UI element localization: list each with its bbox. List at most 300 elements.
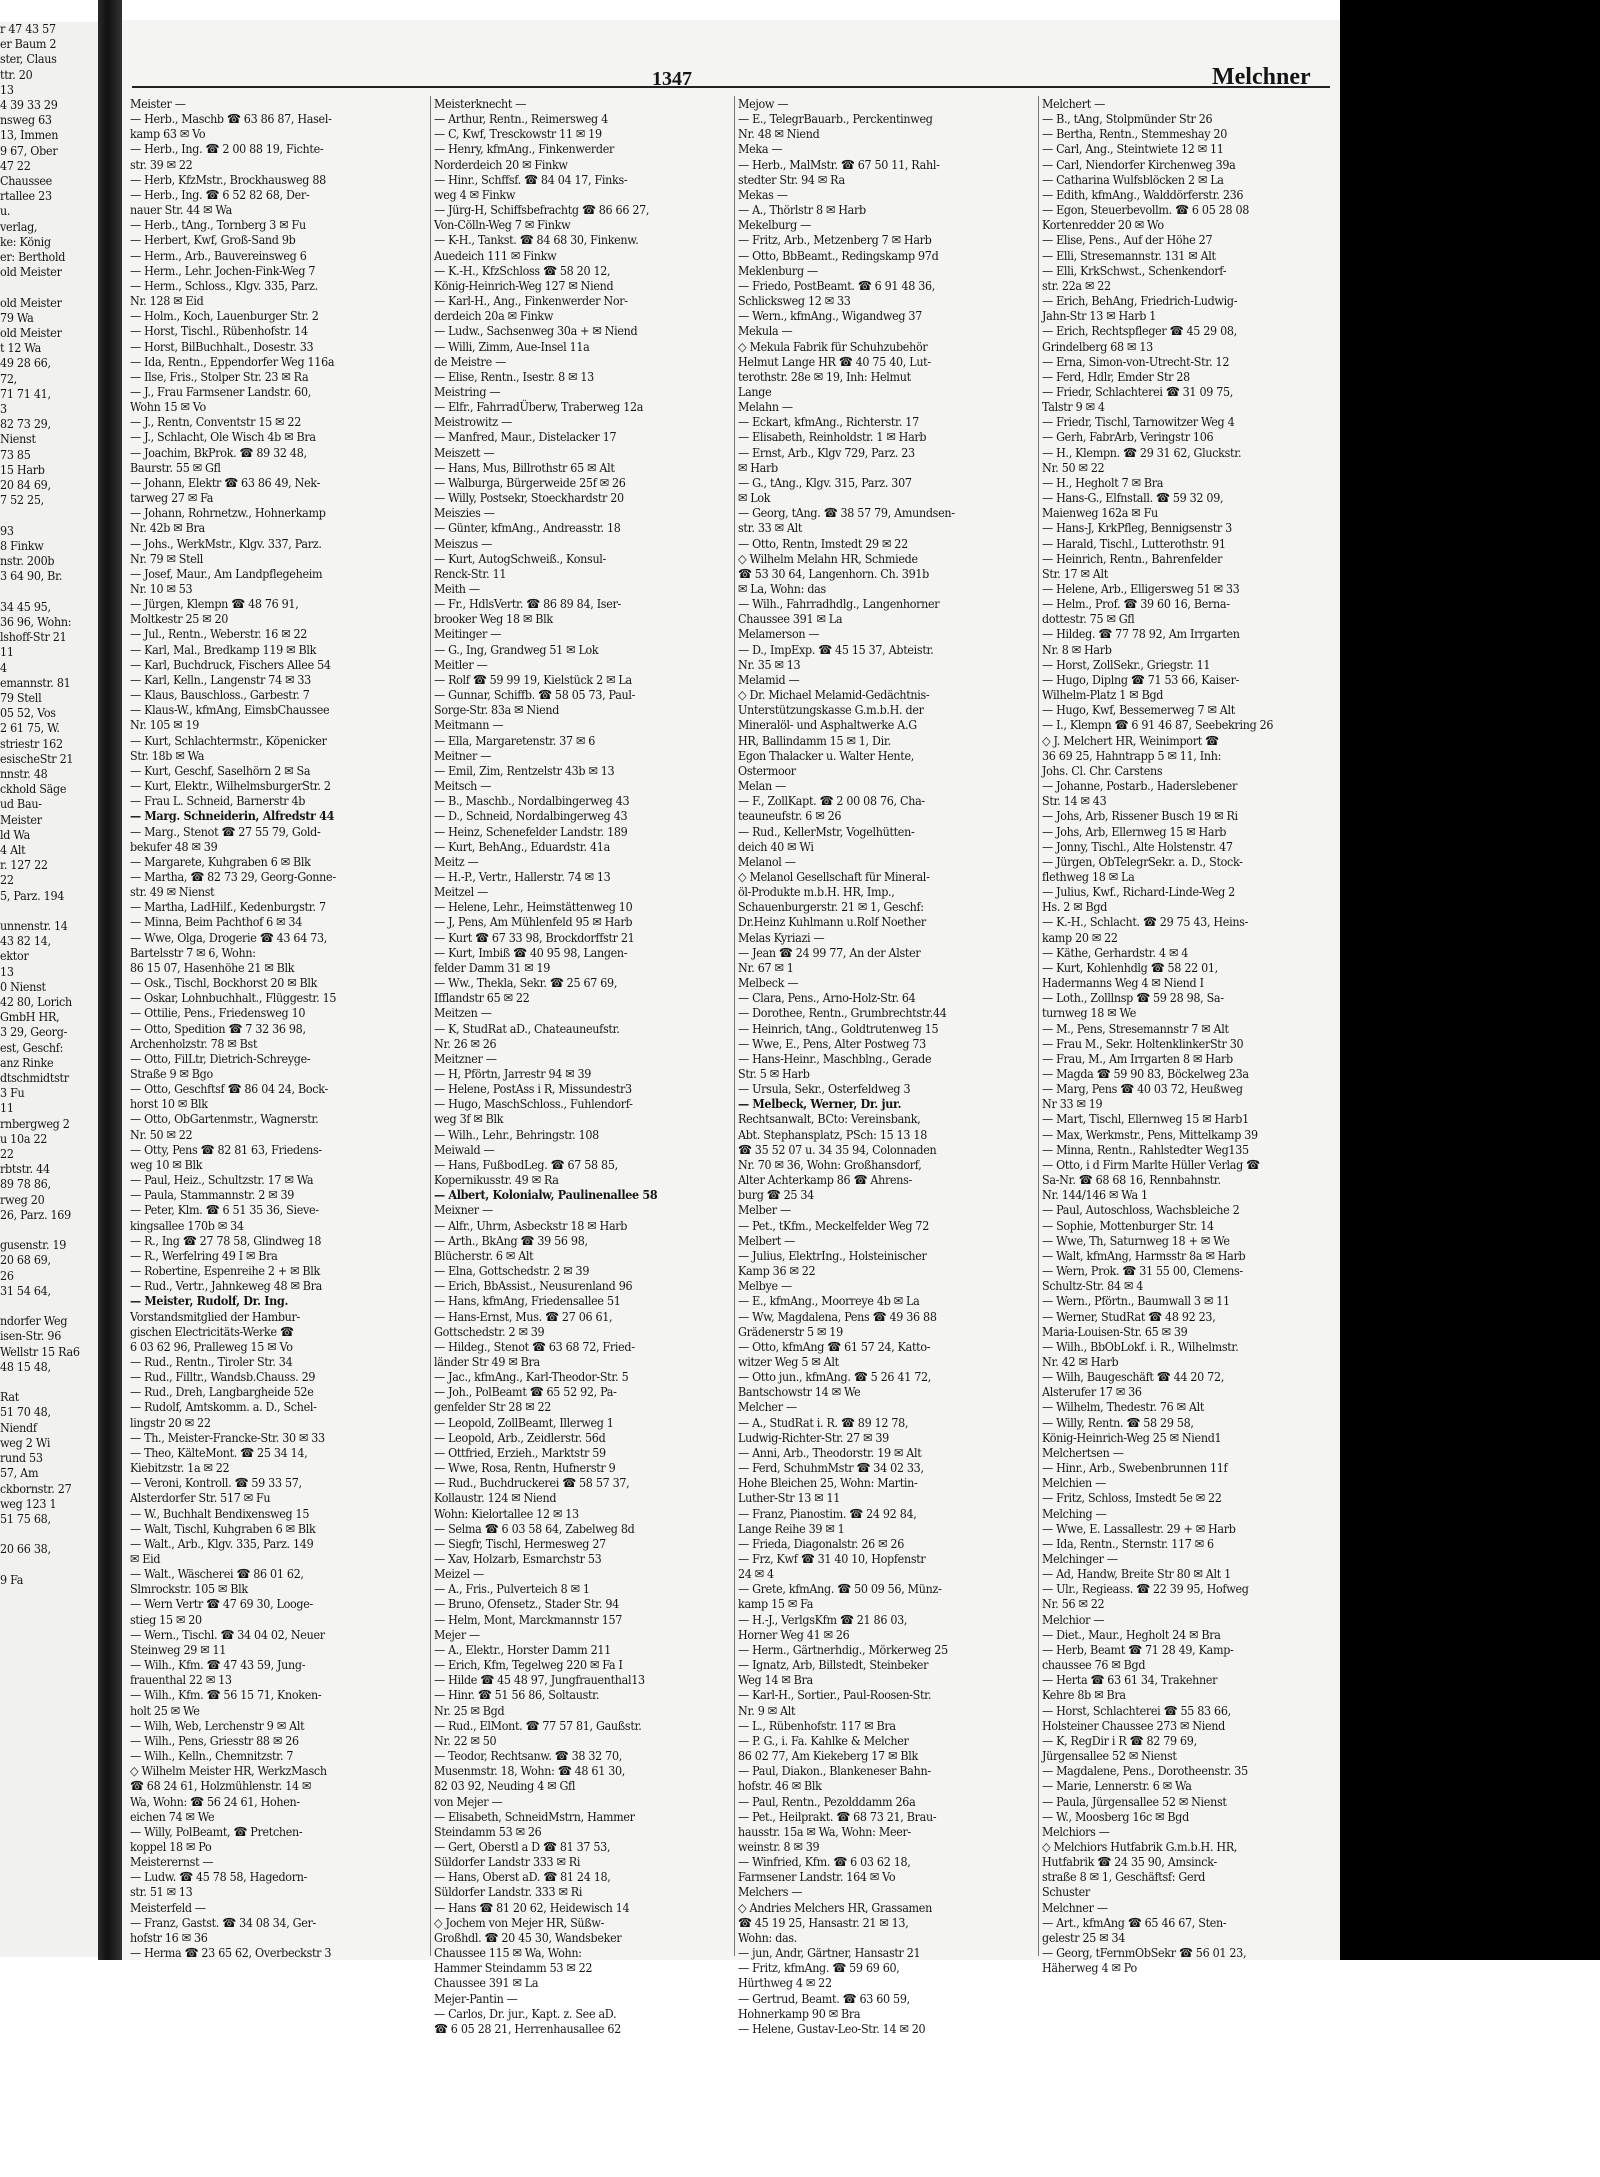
fragment-line: 3 Fu (0, 1086, 25, 1101)
directory-entry-line: — Ida, Rentn., Eppendorfer Weg 116a (130, 353, 335, 369)
directory-entry-line: — Otto, Spedition ☎ 7 32 36 98, (130, 1020, 306, 1036)
directory-entry-line: — Willy, PolBeamt, ☎ Pretchen- (130, 1823, 303, 1839)
fragment-line: 48 15 48, (0, 1359, 51, 1374)
directory-entry-line: Von-Cölln-Weg 7 ✉ Finkw (434, 217, 571, 233)
directory-entry-line: — Herma ☎ 23 65 62, Overbeckstr 3 (130, 1945, 332, 1961)
fragment-line: 79 Stell (0, 690, 42, 705)
fragment-line (0, 585, 91, 600)
directory-entry-line: — Max, Werkmstr., Pens, Mittelkamp 39 (1042, 1126, 1258, 1142)
directory-entry-line: — Minna, Beim Pachthof 6 ✉ 34 (130, 914, 302, 930)
directory-entry-line: — Hinr., Arb., Swebenbrunnen 11f (1042, 1460, 1228, 1476)
directory-entry-line: — Otto, BbBeamt., Redingskamp 97d (738, 247, 939, 263)
directory-entry-line: — Wilh., Pens, Griesstr 88 ✉ 26 (130, 1732, 299, 1748)
directory-entry-line: Moltkestr 25 ✉ 20 (130, 611, 229, 627)
directory-entry-line: Meitler — (434, 656, 488, 672)
directory-entry-line: Melber — (738, 1202, 791, 1218)
directory-entry-line: — Ludw., Sachsenweg 30a + ✉ Niend (434, 323, 638, 339)
directory-entry-line: — Rud., Vertr., Jahnkeweg 48 ✉ Bra (130, 1278, 322, 1294)
directory-entry-line: — R., Ing ☎ 27 78 58, Glindweg 18 (130, 1232, 322, 1248)
directory-entry-line: Mejer-Pantin — (434, 1990, 518, 2006)
fragment-line: 51 70 48, (0, 1405, 51, 1420)
directory-entry-line: hausstr. 15a ✉ Wa, Wohn: Meer- (738, 1823, 911, 1839)
fragment-line: 0 Nienst (0, 979, 46, 994)
directory-entry-line: König-Heinrich-Weg 25 ✉ Niend1 (1042, 1429, 1222, 1445)
directory-entry-line: Wohn: Kielortallee 12 ✉ 13 (434, 1505, 579, 1521)
directory-entry-line: — Hildeg., Stenot ☎ 63 68 72, Fried- (434, 1338, 635, 1354)
directory-entry-line: — Friedr, Schlachterei ☎ 31 09 75, (1042, 383, 1234, 399)
directory-entry-line: Hutfabrik ☎ 24 35 90, Amsinck- (1042, 1854, 1217, 1870)
directory-entry-line: 86 02 77, Am Kiekeberg 17 ✉ Blk (738, 1748, 918, 1764)
directory-entry-line: — Georg, tFernmObSekr ☎ 56 01 23, (1042, 1945, 1247, 1961)
directory-entry-line: — Elise, Pens., Auf der Höhe 27 (1042, 232, 1213, 248)
directory-entry-line: Melchers — (738, 1884, 803, 1900)
directory-entry-line: — Rud., Buchdruckerei ☎ 58 57 37, (434, 1475, 630, 1491)
directory-entry-line: — Walt, Tischl, Kuhgraben 6 ✉ Blk (130, 1520, 316, 1536)
directory-entry-line: — Walburga, Bürgerweide 25f ✉ 26 (434, 474, 626, 490)
fragment-line: nsweg 63 (0, 113, 52, 128)
directory-entry-line: — Erich, BbAssist., Neusurenland 96 (434, 1278, 633, 1294)
directory-entry-line: — Paul, Rentn., Pezolddamm 26a (738, 1793, 916, 1809)
directory-entry-line: Meith — (434, 581, 480, 596)
fragment-line: 89 78 86, (0, 1177, 51, 1192)
directory-entry-line: — Fritz, kfmAng. ☎ 59 69 60, (738, 1960, 900, 1976)
directory-entry-line: Straße 9 ✉ Bgo (130, 1066, 213, 1081)
directory-entry-line: — D., ImpExp. ☎ 45 15 37, Abteistr. (738, 641, 934, 657)
directory-entry-line: witzer Weg 5 ✉ Alt (738, 1353, 839, 1369)
directory-entry-line: Lange Reihe 39 ✉ 1 (738, 1520, 845, 1536)
fragment-line: Niendf (0, 1420, 37, 1435)
directory-entry-line: — B., tAng, Stolpmünder Str 26 (1042, 111, 1213, 127)
directory-entry-line: — Herb., tAng., Tornberg 3 ✉ Fu (130, 217, 306, 233)
directory-entry-line: — Heinz, Schenefelder Landstr. 189 (434, 823, 628, 839)
fragment-line: GmbH HR, (0, 1010, 60, 1025)
directory-entry-line: — Herm., Arb., Bauvereinsweg 6 (130, 247, 307, 263)
directory-entry-line: ◇ J. Melchert HR, Weinimport ☎ (1042, 732, 1219, 748)
running-head: Melchner (1212, 64, 1311, 90)
directory-entry-line: ✉ La, Wohn: das (738, 581, 826, 596)
directory-entry-line: — G., tAng., Klgv. 315, Parz. 307 (738, 474, 912, 490)
fragment-line (0, 280, 91, 295)
fragment-line: Chaussee (0, 174, 53, 189)
directory-entry-line: — Herb., Ing. ☎ 2 00 88 19, Fichte- (130, 141, 324, 157)
directory-entry-line: Nr. 79 ✉ Stell (130, 550, 204, 566)
directory-entry-line: Nr. 42b ✉ Bra (130, 520, 205, 536)
directory-entry-line: 24 ✉ 4 (738, 1566, 774, 1582)
directory-entry-line: — Art., kfmAng ☎ 65 46 67, Sten- (1042, 1914, 1227, 1930)
directory-entry-line: — Jean ☎ 24 99 77, An der Alster (738, 944, 921, 960)
fragment-line: 22 (0, 1147, 14, 1162)
directory-entry-line: — Edith, kfmAng., Walddörferstr. 236 (1042, 186, 1244, 202)
directory-entry-line: — Johs., WerkMstr., Klgv. 337, Parz. (130, 535, 322, 551)
directory-entry-line: Ludwig-Richter-Str. 27 ✉ 39 (738, 1429, 889, 1445)
directory-entry-line: — Gerh, FabrArb, Veringstr 106 (1042, 429, 1214, 445)
directory-entry-line: — K, RegDir i R ☎ 82 79 69, (1042, 1732, 1197, 1748)
directory-entry-line: von Mejer — (434, 1793, 503, 1809)
directory-entry-line: Kollaustr. 124 ✉ Niend (434, 1490, 557, 1506)
directory-entry-line: — Wilh., Kelln., Chemnitzstr. 7 (130, 1748, 294, 1764)
directory-entry-line: — K, StudRat aD., Chateauneufstr. (434, 1020, 620, 1036)
directory-entry-line: — Marg., Stenot ☎ 27 55 79, Gold- (130, 823, 321, 839)
directory-entry-line: — Hans ☎ 81 20 62, Heidewisch 14 (434, 1899, 630, 1915)
directory-entry-line: ☎ 68 24 61, Holzmühlenstr. 14 ✉ (130, 1778, 312, 1794)
directory-entry-line: — Leopold, Arb., Zeidlerstr. 56d (434, 1429, 606, 1445)
directory-entry-line: Sa-Nr. ☎ 68 68 16, Rennbahnstr. (1042, 1172, 1221, 1188)
directory-entry-line: Hürthweg 4 ✉ 22 (738, 1975, 832, 1991)
fragment-line: 05 52, Vos (0, 706, 56, 721)
directory-entry-line: — Willi, Zimm, Aue-Insel 11a (434, 338, 590, 354)
directory-entry-line: — Diet., Maur., Hegholt 24 ✉ Bra (1042, 1626, 1221, 1642)
directory-entry-line: Wohn: das. (738, 1929, 797, 1945)
directory-entry-line: — Hans, kfmAng, Friedensallee 51 (434, 1293, 621, 1309)
directory-entry-line: — Fritz, Arb., Metzenberg 7 ✉ Harb (738, 232, 932, 248)
directory-entry-line: — Hilde ☎ 45 48 97, Jungfrauenthal13 (434, 1672, 645, 1688)
fragment-line: ektor (0, 949, 29, 964)
directory-entry-line: Meisterernst — (130, 1854, 214, 1870)
directory-entry-line: — Wilh., BbObLokf. i. R., Wilhelmstr. (1042, 1338, 1239, 1354)
directory-entry-line: — Erich, BehAng, Friedrich-Ludwig- (1042, 293, 1238, 309)
directory-entry-line: — Werner, StudRat ☎ 48 92 23, (1042, 1308, 1216, 1324)
fragment-line: ckhold Säge (0, 782, 67, 797)
directory-entry-line: Abt. Stephansplatz, PSch: 15 13 18 (738, 1126, 927, 1142)
directory-entry-line: kamp 15 ✉ Fa (738, 1596, 814, 1612)
directory-entry-line: Egon Thalacker u. Walter Hente, (738, 747, 914, 763)
fragment-line: nnstr. 48 (0, 766, 48, 781)
directory-entry-line: — A., Elektr., Horster Damm 211 (434, 1641, 611, 1657)
directory-entry-line: — Loth., Zolllnsp ☎ 59 28 98, Sa- (1042, 990, 1224, 1006)
directory-entry-line: — Paula, Jürgensallee 52 ✉ Nienst (1042, 1793, 1227, 1809)
fragment-line: 43 82 14, (0, 934, 51, 949)
column-divider (734, 96, 735, 1956)
directory-entry-line: — Hugo, MaschSchloss., Fuhlendorf- (434, 1096, 633, 1112)
directory-entry-line: Nr. 128 ✉ Eid (130, 293, 204, 309)
directory-entry-line: Meitner — (434, 747, 492, 763)
directory-entry-line: öl-Produkte m.b.H. HR, Imp., (738, 884, 895, 900)
directory-entry-line: — W., Buchhalt Bendixensweg 15 (130, 1505, 310, 1521)
directory-entry-line: — Johann, Rohrnetzw., Hohnerkamp (130, 505, 326, 521)
directory-entry-line: Melbye — (738, 1278, 792, 1294)
directory-entry-line: — Pet., tKfm., Meckelfelder Weg 72 (738, 1217, 929, 1233)
directory-entry-line: — Hans, Oberst aD. ☎ 81 24 18, (434, 1869, 611, 1885)
directory-entry-line: ◇ Jochem von Mejer HR, Süßw- (434, 1914, 605, 1930)
directory-entry-line: Melbeck — (738, 975, 799, 991)
directory-entry-line: — Carl, Ang., Steintwiete 12 ✉ 11 (1042, 141, 1224, 157)
directory-entry-line: burg ☎ 25 34 (738, 1187, 814, 1203)
directory-entry-line: — Arth., BkAng ☎ 39 56 98, (434, 1232, 588, 1248)
directory-entry-line: Holsteiner Chaussee 273 ✉ Niend (1042, 1717, 1225, 1733)
directory-entry-line: — Marg. Schneiderin, Alfredstr 44 (130, 808, 335, 824)
directory-entry-line: Nr 33 ✉ 19 (1042, 1096, 1103, 1112)
directory-entry-line: ✉ Lok (738, 490, 771, 506)
directory-entry-line: Meisterknecht — (434, 96, 527, 111)
directory-entry-line: — D., Schneid, Nordalbingerweg 43 (434, 808, 628, 824)
fragment-line: ster, Claus (0, 52, 57, 67)
directory-entry-line: Jahn-Str 13 ✉ Harb 1 (1042, 308, 1157, 324)
directory-entry-line: — Ferd, Hdlr, Emder Str 28 (1042, 368, 1190, 384)
fragment-line: emannstr. 81 (0, 675, 71, 690)
directory-entry-line: — Minna, Rentn., Rahlstedter Weg135 (1042, 1141, 1249, 1157)
directory-entry-line: — Helene, Arb., Elligersweg 51 ✉ 33 (1042, 581, 1240, 596)
directory-entry-line: Meklenburg — (738, 262, 818, 278)
directory-entry-line: ☎ 53 30 64, Langenhorn. Ch. 391b (738, 565, 929, 581)
fragment-line: 26 (0, 1268, 14, 1283)
fragment-line: 15 Harb (0, 462, 45, 477)
directory-entry-line: — Joh., PolBeamt ☎ 65 52 92, Pa- (434, 1384, 617, 1400)
directory-entry-line: — K.-H., KfzSchloss ☎ 58 20 12, (434, 262, 611, 278)
directory-entry-line: — Franz, Pianostim. ☎ 24 92 84, (738, 1505, 917, 1521)
directory-entry-line: ☎ 45 19 25, Hansastr. 21 ✉ 13, (738, 1914, 909, 1930)
directory-entry-line: weg 3f ✉ Blk (434, 1111, 504, 1127)
directory-entry-line: — Georg, tAng. ☎ 38 57 79, Amundsen- (738, 505, 955, 521)
directory-entry-line: Melamid — (738, 671, 800, 687)
directory-entry-line: Meitzner — (434, 1050, 497, 1066)
fragment-line: rbtstr. 44 (0, 1162, 50, 1177)
directory-entry-line: Melbert — (738, 1232, 796, 1248)
directory-entry-line: — Willy, Rentn. ☎ 58 29 58, (1042, 1414, 1194, 1430)
directory-entry-line: — Wwe, Rosa, Rentn, Hufnerstr 9 (434, 1460, 616, 1476)
fragment-line: 34 45 95, (0, 599, 51, 614)
directory-entry-line: — Jul., Rentn., Weberstr. 16 ✉ 22 (130, 626, 308, 642)
fragment-line: 9 Fa (0, 1572, 24, 1587)
fragment-line: 4 39 33 29 (0, 98, 58, 113)
directory-entry-line: Archenholzstr. 78 ✉ Bst (130, 1035, 258, 1051)
directory-entry-line: — Jac., kfmAng., Karl-Theodor-Str. 5 (434, 1369, 629, 1385)
fragment-line (0, 1223, 91, 1238)
directory-entry-line: — Otto, kfmAng ☎ 61 57 24, Katto- (738, 1338, 931, 1354)
fragment-line: 11 (0, 645, 14, 660)
fragment-line: 93 (0, 523, 14, 538)
directory-entry-line: — Franz, Gastst. ☎ 34 08 34, Ger- (130, 1914, 317, 1930)
fragment-line: 3 29, Georg- (0, 1025, 68, 1040)
previous-page-fragment (0, 22, 98, 1957)
fragment-line: 13 (0, 82, 14, 97)
directory-entry-line: kamp 63 ✉ Vo (130, 126, 206, 142)
directory-entry-line: Sorge-Str. 83a ✉ Niend (434, 702, 560, 718)
directory-entry-line: — Kurt, Elektr., WilhelmsburgerStr. 2 (130, 778, 331, 794)
directory-entry-line: Talstr 9 ✉ 4 (1042, 399, 1105, 415)
directory-entry-line: — Gert, Oberstl a D ☎ 81 37 53, (434, 1838, 611, 1854)
directory-entry-line: ☎ 35 52 07 u. 34 35 94, Colonnaden (738, 1141, 937, 1157)
fragment-line: dtschmidtstr (0, 1071, 69, 1086)
directory-entry-line: — Bertha, Rentn., Stemmeshay 20 (1042, 126, 1227, 142)
directory-entry-line: — Hans, FußbodLeg. ☎ 67 58 85, (434, 1156, 618, 1172)
directory-entry-line: — Frz, Kwf ☎ 31 40 10, Hopfenstr (738, 1551, 926, 1566)
directory-entry-line: — Ida, Rentn., Sternstr. 117 ✉ 6 (1042, 1535, 1214, 1551)
directory-entry-line: — Wwe, E., Pens, Alter Postweg 73 (738, 1035, 926, 1051)
directory-entry-line: Mekas — (738, 186, 788, 202)
directory-entry-line: dottestr. 75 ✉ Gfl (1042, 611, 1135, 627)
directory-entry-line: — Helm., Prof. ☎ 39 60 16, Berna- (1042, 596, 1230, 612)
directory-entry-line: — Wilh., Lehr., Behringstr. 108 (434, 1126, 599, 1142)
fragment-line: 71 71 41, (0, 386, 51, 401)
fragment-line: isen-Str. 96 (0, 1329, 62, 1344)
directory-entry-line: — Manfred, Maur., Distelacker 17 (434, 429, 617, 445)
directory-entry-line: — Rudolf, Amtskomm. a. D., Schel- (130, 1399, 317, 1415)
directory-entry-line: Alsterufer 17 ✉ 36 (1042, 1384, 1142, 1400)
directory-entry-line: — Hans-Ernst, Mus. ☎ 27 06 61, (434, 1308, 613, 1324)
directory-entry-line: — Horst, BilBuchhalt., Dosestr. 33 (130, 338, 314, 354)
fragment-line: anz Rinke (0, 1055, 54, 1070)
fragment-line: Meister (0, 812, 42, 827)
fragment-line: 13 (0, 964, 14, 979)
directory-entry-line: — Catharina Wulfsblöcken 2 ✉ La (1042, 171, 1224, 187)
directory-entry-line: — Erich, Rechtspfleger ☎ 45 29 08, (1042, 323, 1237, 339)
directory-entry-line: — Otto, i d Firm Marlte Hüller Verlag ☎ (1042, 1156, 1260, 1172)
directory-entry-line: Bantschowstr 14 ✉ We (738, 1384, 861, 1400)
directory-entry-line: — Ilse, Fris., Stolper Str. 23 ✉ Ra (130, 368, 309, 384)
directory-entry-line: Gottschedstr. 2 ✉ 39 (434, 1323, 545, 1339)
directory-entry-line: — Johs, Arb, Rissener Busch 19 ✉ Ri (1042, 808, 1238, 824)
directory-entry-line: — Kurt, Imbiß ☎ 40 95 98, Langen- (434, 944, 628, 960)
directory-entry-line: Meitsch — (434, 778, 492, 794)
directory-entry-line: — Jürgen, ObTelegrSekr. a. D., Stock- (1042, 853, 1243, 869)
directory-entry-line: — Wwe, E. Lassallestr. 29 + ✉ Harb (1042, 1520, 1236, 1536)
fragment-line: ld Wa (0, 827, 31, 842)
directory-entry-line: — Helene, PostAss i R, Missundestr3 (434, 1081, 632, 1097)
directory-entry-line: Hohe Bleichen 25, Wohn: Martin- (738, 1475, 918, 1491)
directory-entry-line: Hadermanns Weg 4 ✉ Niend I (1042, 975, 1204, 991)
directory-entry-line: — Hans-G., Elfnstall. ☎ 59 32 09, (1042, 490, 1224, 506)
directory-entry-line: — W., Moosberg 16c ✉ Bgd (1042, 1808, 1189, 1824)
directory-entry-line: Melahn — (738, 399, 793, 415)
directory-entry-line: Johs. Cl. Chr. Carstens (1042, 762, 1163, 778)
fragment-line: 26, Parz. 169 (0, 1207, 71, 1222)
fragment-line: Rat (0, 1390, 19, 1405)
directory-entry-line: Alsterdorfer Str. 517 ✉ Fu (130, 1490, 271, 1506)
fragment-line: 82 73 29, (0, 417, 51, 432)
directory-entry-line: — Oskar, Lohnbuchhalt., Flüggestr. 15 (130, 990, 337, 1006)
directory-entry-line: Meiszies — (434, 505, 495, 521)
directory-entry-line: — Elisabeth, SchneidMstrn, Hammer (434, 1808, 635, 1824)
directory-entry-line: frauenthal 22 ✉ 13 (130, 1672, 232, 1688)
directory-entry-line: Melching — (1042, 1505, 1107, 1521)
directory-entry-line: Nr. 105 ✉ 19 (130, 717, 200, 733)
directory-entry-line: — Wern., Tischl. ☎ 34 04 02, Neuer (130, 1626, 325, 1642)
directory-entry-line: str. 22a ✉ 22 (1042, 277, 1111, 293)
directory-entry-line: Mineralöl- und Asphaltwerke A.G (738, 717, 917, 733)
directory-entry-line: — Rud., Rentn., Tiroler Str. 34 (130, 1353, 293, 1369)
fragment-line: r 47 43 57 (0, 22, 56, 36)
directory-entry-line: — Helene, Lehr., Heimstättenweg 10 (434, 899, 633, 915)
directory-entry-line: kingsallee 170b ✉ 34 (130, 1217, 244, 1233)
directory-entry-line: Melchertsen — (1042, 1444, 1124, 1460)
directory-entry-line: str. 49 ✉ Nienst (130, 884, 215, 900)
fragment-line: 4 Alt (0, 842, 26, 857)
directory-entry-line: ◇ Andries Melchers HR, Grassamen (738, 1899, 932, 1915)
directory-entry-line: Melan — (738, 778, 786, 794)
directory-entry-line: Kortenredder 20 ✉ Wo (1042, 217, 1164, 233)
directory-entry-line: Meizel — (434, 1566, 484, 1582)
directory-entry-line: Chaussee 115 ✉ Wa, Wohn: (434, 1945, 582, 1961)
directory-entry-line: — Martha, LadHilf., Kedenburgstr. 7 (130, 899, 326, 915)
directory-entry-line: — Otto, Rentn, Imstedt 29 ✉ 22 (738, 535, 908, 551)
fragment-line: 20 66 38, (0, 1542, 51, 1557)
directory-entry-line: — Magdalene, Pens., Dorotheenstr. 35 (1042, 1763, 1248, 1779)
directory-entry-line: — Wern., Pförtn., Baumwall 3 ✉ 11 (1042, 1293, 1230, 1309)
directory-entry-line: — Jonny, Tischl., Alte Holstenstr. 47 (1042, 838, 1233, 854)
directory-entry-line: Ifflandstr 65 ✉ 22 (434, 990, 530, 1006)
column-4 (1042, 96, 1338, 1975)
directory-entry-line: — H., Klempn. ☎ 29 31 62, Gluckstr. (1042, 444, 1242, 460)
directory-page (122, 20, 1340, 2036)
directory-entry-line: — Rud., ElMont. ☎ 77 57 81, Gaußstr. (434, 1717, 642, 1733)
directory-entry-line: — Hugo, Kwf, Bessemerweg 7 ✉ Alt (1042, 702, 1235, 718)
directory-entry-line: — Rud., KellerMstr, Vogelhütten- (738, 823, 915, 839)
directory-entry-line: — Veroni, Kontroll. ☎ 59 33 57, (130, 1475, 302, 1491)
fragment-line: 73 85 (0, 447, 31, 462)
fragment-line: 3 64 90, Br. (0, 569, 63, 584)
directory-entry-line: Schuster (1042, 1884, 1090, 1900)
fragment-line: weg 2 Wi (0, 1435, 51, 1450)
directory-entry-line: — Herb., Ing. ☎ 6 52 82 68, Der- (130, 186, 310, 202)
directory-entry-line: Wohn 15 ✉ Vo (130, 399, 206, 415)
directory-entry-line: Helmut Lange HR ☎ 40 75 40, Lut- (738, 353, 931, 369)
directory-entry-line: — Albert, Kolonialw, Paulinenallee 58 (434, 1187, 658, 1203)
directory-entry-line: — Herbert, Kwf, Groß-Sand 9b (130, 232, 296, 248)
directory-entry-line: Großhdl. ☎ 20 45 30, Wandsbeker (434, 1929, 622, 1945)
directory-entry-line: — Otty, Pens ☎ 82 81 63, Friedens- (130, 1141, 322, 1157)
directory-entry-line: Mejer — (434, 1626, 480, 1642)
directory-entry-line: Melas Kyriazi — (738, 929, 825, 945)
directory-entry-line: Hohnerkamp 90 ✉ Bra (738, 2005, 861, 2021)
directory-entry-line: Steindamm 53 ✉ 26 (434, 1823, 542, 1839)
directory-entry-line: — Meister, Rudolf, Dr. Ing. (130, 1293, 289, 1309)
directory-entry-line: — Teodor, Rechtsanw. ☎ 38 32 70, (434, 1748, 622, 1764)
directory-entry-line: — Henry, kfmAng., Finkenwerder (434, 141, 615, 157)
directory-entry-line: Unterstützungskasse G.m.b.H. der (738, 702, 924, 718)
directory-entry-line: Meistring — (434, 383, 501, 399)
directory-entry-line: Meitmann — (434, 717, 504, 733)
directory-entry-line: Meitz — (434, 853, 479, 869)
directory-entry-line: ◇ Melchiors Hutfabrik G.m.b.H. HR, (1042, 1838, 1238, 1854)
directory-entry-line: länder Str 49 ✉ Bra (434, 1353, 540, 1369)
directory-entry-line: — A., Thörlstr 8 ✉ Harb (738, 202, 866, 218)
fragment-line: 13, Immen (0, 128, 59, 143)
directory-entry-line: — Karl-H., Sortier., Paul-Roosen-Str. (738, 1687, 932, 1703)
directory-entry-line: stieg 15 ✉ 20 (130, 1611, 202, 1627)
directory-entry-line: Grindelberg 68 ✉ 13 (1042, 338, 1153, 354)
directory-entry-line: Nr. 42 ✉ Harb (1042, 1353, 1119, 1369)
directory-entry-line: — Herm., Gärtnerhdig., Mörkerweg 25 (738, 1641, 948, 1657)
directory-entry-line: hofstr. 46 ✉ Blk (738, 1778, 822, 1794)
directory-entry-line: — Egon, Steuerbevollm. ☎ 6 05 28 08 (1042, 202, 1250, 218)
directory-entry-line: — Wilh., Fahrradhdlg., Langenhorner (738, 596, 940, 612)
directory-entry-line: derdeich 20a ✉ Finkw (434, 308, 554, 324)
directory-entry-line: weg 10 ✉ Blk (130, 1156, 203, 1172)
directory-entry-line: — Leopold, ZollBeamt, Illerweg 1 (434, 1414, 614, 1430)
directory-entry-line: lingstr 20 ✉ 22 (130, 1414, 211, 1430)
directory-entry-line: Auedeich 111 ✉ Finkw (434, 247, 557, 263)
directory-entry-line: — H.-J., VerlgsKfm ☎ 21 86 03, (738, 1611, 908, 1627)
fragment-line: nstr. 200b (0, 554, 55, 569)
directory-entry-line: Chaussee 391 ✉ La (738, 611, 843, 627)
directory-entry-line: felder Damm 31 ✉ 19 (434, 959, 551, 975)
directory-entry-line: — Erich, Kfm, Tegelweg 220 ✉ Fa I (434, 1657, 623, 1673)
directory-entry-line: — Marie, Lennerstr. 6 ✉ Wa (1042, 1778, 1192, 1794)
directory-entry-line: — Ella, Margaretenstr. 37 ✉ 6 (434, 732, 596, 748)
directory-entry-line: — Kurt, Schlachtermstr., Köpenicker (130, 732, 327, 748)
directory-entry-line: Mekula — (738, 323, 793, 339)
directory-entry-line: — A., StudRat i. R. ☎ 89 12 78, (738, 1414, 909, 1430)
fragment-line: er Baum 2 (0, 37, 57, 52)
fragment-line: u 10a 22 (0, 1131, 48, 1146)
directory-entry-line: Melcher — (738, 1399, 797, 1415)
directory-entry-line: Nr. 25 ✉ Bgd (434, 1702, 505, 1718)
directory-entry-line: — Th., Meister-Francke-Str. 30 ✉ 33 (130, 1429, 325, 1445)
fragment-line: rtallee 23 (0, 189, 52, 204)
directory-entry-line: — Emil, Zim, Rentzelstr 43b ✉ 13 (434, 762, 615, 778)
directory-entry-line: weg 4 ✉ Finkw (434, 186, 516, 202)
directory-entry-line: Mekelburg — (738, 217, 811, 233)
